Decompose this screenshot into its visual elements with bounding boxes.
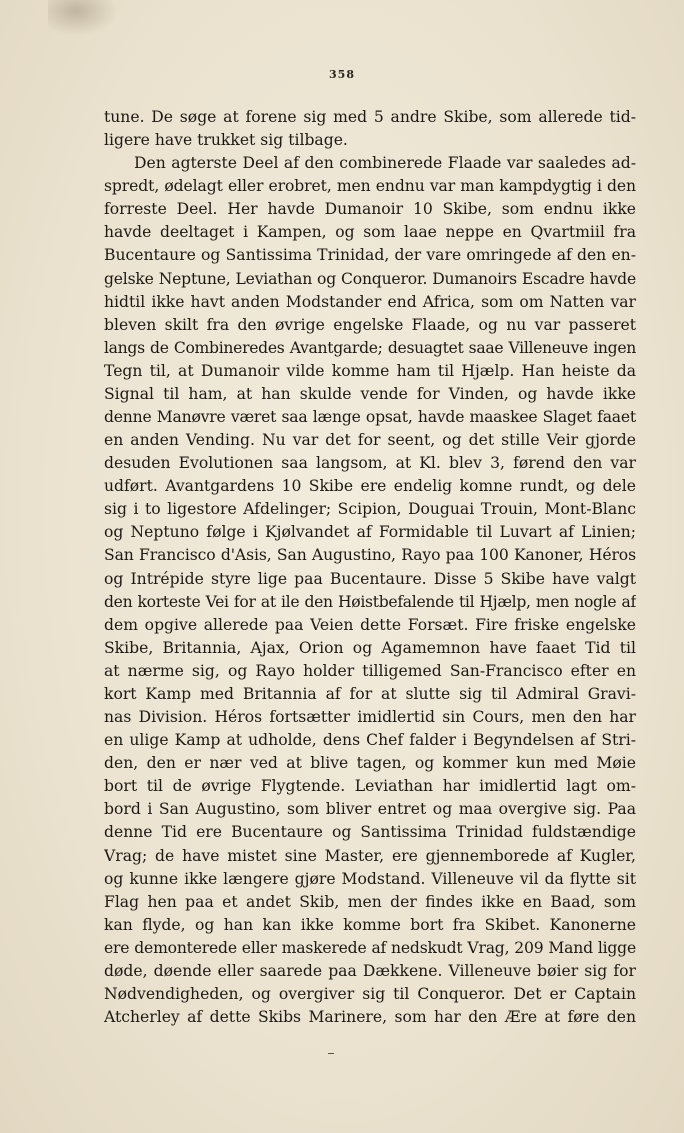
text-line: desuden Evolutionen saa langsom, at Kl. blev 3, førend den var bbox=[104, 454, 636, 473]
text-line: Nødvendigheden, og overgiver sig til Conqueror. Det er Captain bbox=[104, 984, 636, 1003]
text-line: ere demonterede eller maskerede af nedskudt Vrag, 209 Mand ligge bbox=[104, 938, 636, 957]
text-line: Signal til ham, at han skulde vende for Vinden, og havde ikke bbox=[104, 384, 636, 403]
text-line: døde, døende eller saarede paa Dækkene. Villeneuve bøier sig for bbox=[104, 961, 636, 980]
text-line: den korteste Vei for at ile den Høistbefalende til Hjælp, men nogle af bbox=[104, 592, 636, 611]
text-line: sig i to ligestore Afdelinger; Scipion, Douguai Trouin, Mont-Blanc bbox=[104, 500, 636, 519]
text-line: ligere have trukket sig tilbage. bbox=[104, 131, 348, 150]
text-line: denne Tid ere Bucentaure og Santissima Trinidad fuldstændige bbox=[104, 823, 636, 842]
text-line: Den agterste Deel af den combinerede Flaade var saaledes ad- bbox=[134, 154, 636, 173]
text-line: kan flyde, og han kan ikke komme bort fra Skibet. Kanonerne bbox=[104, 915, 636, 934]
text-line: spredt, ødelagt eller erobret, men endnu var man kampdygtig i den bbox=[104, 177, 636, 196]
text-line: Tegn til, at Dumanoir vilde komme ham til Hjælp. Han heiste da bbox=[104, 361, 636, 380]
text-line: en ulige Kamp at udholde, dens Chef falder i Begyndelsen af Stri- bbox=[104, 731, 636, 750]
text-line: Atcherley af dette Skibs Marinere, som har den Ære at føre den bbox=[104, 1008, 636, 1027]
text-line: havde deeltaget i Kampen, og som laae neppe en Qvartmiil fra bbox=[104, 223, 636, 242]
text-line: bort til de øvrige Flygtende. Leviathan har imidlertid lagt om- bbox=[104, 777, 636, 796]
text-line: at nærme sig, og Rayo holder tilligemed San-Francisco efter en bbox=[104, 661, 636, 680]
text-line: forreste Deel. Her havde Dumanoir 10 Skibe, som endnu ikke bbox=[104, 200, 636, 219]
text-line: gelske Neptune, Leviathan og Conqueror. Dumanoirs Escadre havde bbox=[104, 269, 636, 288]
footer-mark bbox=[328, 1053, 334, 1054]
text-line: og Intrépide styre lige paa Bucentaure. Disse 5 Skibe have valgt bbox=[104, 569, 636, 588]
text-line: udført. Avantgardens 10 Skibe ere endelig komne rundt, og dele bbox=[104, 477, 636, 496]
text-line: dem opgive allerede paa Veien dette Forsæt. Fire friske engelske bbox=[104, 615, 636, 634]
text-line: nas Division. Héros fortsætter imidlertid sin Cours, men den har bbox=[104, 708, 636, 727]
text-line: Vrag; de have mistet sine Master, ere gjennemborede af Kugler, bbox=[104, 846, 636, 865]
text-line: Flag hen paa et andet Skib, men der findes ikke en Baad, som bbox=[104, 892, 636, 911]
page-number: 358 bbox=[329, 68, 355, 81]
body-text bbox=[104, 106, 636, 1029]
text-line: og kunne ikke længere gjøre Modstand. Villeneuve vil da flytte sit bbox=[104, 869, 636, 888]
text-line: den, den er nær ved at blive tagen, og kommer kun med Møie bbox=[104, 754, 636, 773]
text-line: og Neptuno følge i Kjølvandet af Formidable til Luvart af Linien; bbox=[104, 523, 636, 542]
text-line: en anden Vending. Nu var det for seent, og det stille Veir gjorde bbox=[104, 431, 636, 450]
text-line: Bucentaure og Santissima Trinidad, der vare omringede af den en- bbox=[104, 246, 636, 265]
text-line: hidtil ikke havt anden Modstander end Africa, som om Natten var bbox=[104, 292, 636, 311]
text-line: langs de Combineredes Avantgarde; desuagtet saae Villeneuve ingen bbox=[104, 338, 636, 357]
text-line: San Francisco d'Asis, San Augustino, Rayo paa 100 Kanoner, Héros bbox=[104, 546, 636, 565]
text-line: kort Kamp med Britannia af for at slutte sig til Admiral Gravi- bbox=[104, 684, 636, 703]
text-line: tune. De søge at forene sig med 5 andre Skibe, som allerede tid- bbox=[104, 108, 636, 126]
text-line: bleven skilt fra den øvrige engelske Flaade, og nu var passeret bbox=[104, 315, 636, 334]
text-line: Skibe, Britannia, Ajax, Orion og Agamemnon have faaet Tid til bbox=[104, 638, 636, 657]
paper-stain bbox=[48, 0, 118, 36]
text-line: bord i San Augustino, som bliver entret og maa overgive sig. Paa bbox=[104, 800, 636, 819]
text-line: denne Manøvre været saa længe opsat, havde maaskee Slaget faaet bbox=[104, 408, 636, 427]
